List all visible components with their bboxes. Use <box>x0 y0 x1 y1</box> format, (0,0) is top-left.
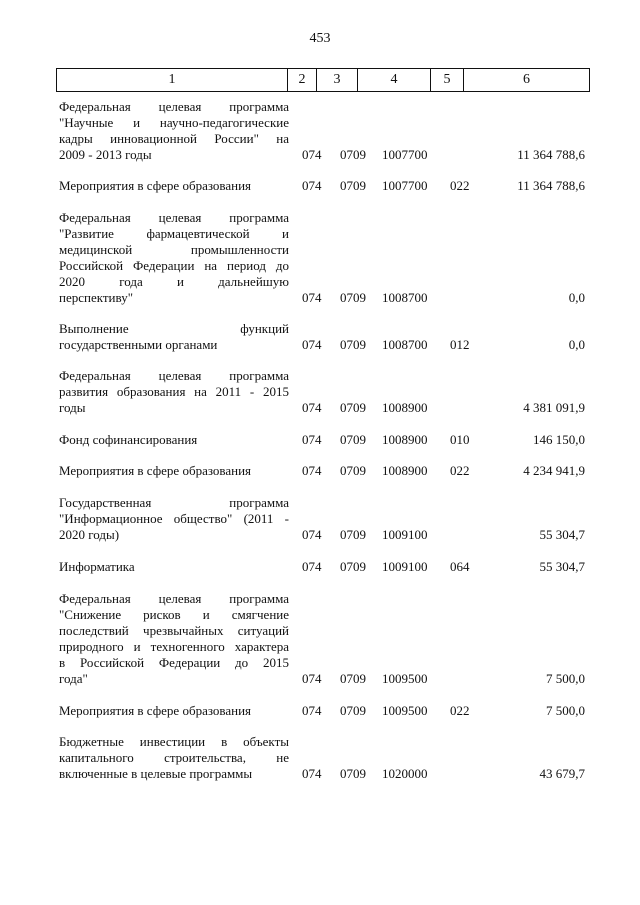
cell-c4: 1008900 <box>382 400 428 415</box>
cell-c6: 0,0 <box>568 290 585 305</box>
description-line: Федеральная целевая программа <box>59 99 289 114</box>
table-row <box>0 463 640 479</box>
cell-c4: 1008900 <box>382 463 428 478</box>
row-description <box>59 368 289 416</box>
table-row <box>0 99 640 163</box>
description-line: медицинской промышленности <box>59 242 289 257</box>
cell-c3: 0709 <box>340 559 366 574</box>
description-line: Федеральная целевая программа <box>59 591 289 606</box>
header-col-1: 1 <box>57 69 288 92</box>
table-row <box>0 559 640 575</box>
description-line: капитального строительства, не <box>59 750 289 765</box>
description-line: 2020 годы) <box>59 527 120 542</box>
description-line: года" <box>59 671 88 686</box>
header-col-2: 2 <box>288 69 317 92</box>
description-line: Мероприятия в сфере образования <box>59 178 252 193</box>
table-header <box>56 68 590 92</box>
row-description <box>59 321 289 353</box>
table-row <box>0 210 640 306</box>
description-line: Мероприятия в сфере образования <box>59 463 252 478</box>
cell-c5: 022 <box>450 463 470 478</box>
cell-c4: 1009500 <box>382 703 428 718</box>
cell-c3: 0709 <box>340 178 366 193</box>
row-description <box>59 210 289 306</box>
cell-c4: 1009500 <box>382 671 428 686</box>
cell-c2: 074 <box>302 337 322 352</box>
table-row <box>0 432 640 448</box>
cell-c4: 1009100 <box>382 559 428 574</box>
description-line: Выполнение функций <box>59 321 289 336</box>
description-line: "Научные и научно-педагогические <box>59 115 289 130</box>
description-line: последствий чрезвычайных ситуаций <box>59 623 289 638</box>
description-line: Российской Федерации на период до <box>59 258 289 273</box>
description-line: включенные в целевые программы <box>59 766 253 781</box>
row-description <box>59 559 289 575</box>
description-line: "Информационное общество" (2011 - <box>59 511 289 526</box>
row-description <box>59 734 289 782</box>
header-col-4: 4 <box>358 69 431 92</box>
cell-c3: 0709 <box>340 766 366 781</box>
description-line: Бюджетные инвестиции в объекты <box>59 734 289 749</box>
cell-c4: 1008700 <box>382 337 428 352</box>
description-line: Фонд софинансирования <box>59 432 198 447</box>
description-line: развития образования на 2011 - 2015 <box>59 384 289 399</box>
cell-c2: 074 <box>302 671 322 686</box>
cell-c2: 074 <box>302 527 322 542</box>
table-row <box>0 495 640 543</box>
page-number: 453 <box>309 31 331 46</box>
description-line: 2020 года и дальнейшую <box>59 274 289 289</box>
cell-c3: 0709 <box>340 337 366 352</box>
description-line: государственными органами <box>59 337 218 352</box>
cell-c2: 074 <box>302 178 322 193</box>
cell-c5: 022 <box>450 178 470 193</box>
table-row <box>0 368 640 416</box>
cell-c2: 074 <box>302 147 322 162</box>
header-col-5: 5 <box>431 69 464 92</box>
description-line: 2009 - 2013 годы <box>59 147 152 162</box>
cell-c4: 1008700 <box>382 290 428 305</box>
cell-c6: 55 304,7 <box>539 527 585 542</box>
cell-c6: 4 381 091,9 <box>523 400 585 415</box>
table-row <box>0 591 640 687</box>
cell-c4: 1020000 <box>382 766 428 781</box>
cell-c6: 11 364 788,6 <box>517 178 585 193</box>
table-row <box>0 178 640 194</box>
description-line: в Российской Федерации до 2015 <box>59 655 289 670</box>
cell-c3: 0709 <box>340 432 366 447</box>
cell-c2: 074 <box>302 463 322 478</box>
description-line: "Развитие фармацевтической и <box>59 226 289 241</box>
cell-c5: 012 <box>450 337 470 352</box>
cell-c3: 0709 <box>340 463 366 478</box>
cell-c2: 074 <box>302 703 322 718</box>
description-line: Федеральная целевая программа <box>59 368 289 383</box>
cell-c5: 064 <box>450 559 470 574</box>
cell-c6: 7 500,0 <box>546 703 585 718</box>
cell-c3: 0709 <box>340 527 366 542</box>
cell-c5: 010 <box>450 432 470 447</box>
cell-c3: 0709 <box>340 400 366 415</box>
description-line: Мероприятия в сфере образования <box>59 703 252 718</box>
cell-c3: 0709 <box>340 147 366 162</box>
cell-c6: 4 234 941,9 <box>523 463 585 478</box>
row-description <box>59 178 289 194</box>
row-description <box>59 495 289 543</box>
cell-c6: 11 364 788,6 <box>517 147 585 162</box>
cell-c4: 1008900 <box>382 432 428 447</box>
cell-c4: 1009100 <box>382 527 428 542</box>
description-line: природного и техногенного характера <box>59 639 289 654</box>
cell-c6: 43 679,7 <box>539 766 585 781</box>
cell-c4: 1007700 <box>382 178 428 193</box>
table-row <box>0 321 640 353</box>
cell-c6: 55 304,7 <box>539 559 585 574</box>
cell-c3: 0709 <box>340 703 366 718</box>
cell-c2: 074 <box>302 432 322 447</box>
description-line: Информатика <box>59 559 135 574</box>
header-col-3: 3 <box>317 69 358 92</box>
description-line: "Снижение рисков и смягчение <box>59 607 289 622</box>
cell-c3: 0709 <box>340 290 366 305</box>
table-row <box>0 703 640 719</box>
cell-c4: 1007700 <box>382 147 428 162</box>
cell-c5: 022 <box>450 703 470 718</box>
row-description <box>59 463 289 479</box>
cell-c2: 074 <box>302 766 322 781</box>
description-line: годы <box>59 400 86 415</box>
cell-c6: 146 150,0 <box>533 432 585 447</box>
row-description <box>59 432 289 448</box>
description-line: Государственная программа <box>59 495 289 510</box>
cell-c3: 0709 <box>340 671 366 686</box>
cell-c6: 7 500,0 <box>546 671 585 686</box>
cell-c2: 074 <box>302 400 322 415</box>
row-description <box>59 591 289 687</box>
table-row <box>0 734 640 782</box>
cell-c2: 074 <box>302 559 322 574</box>
description-line: Федеральная целевая программа <box>59 210 289 225</box>
row-description <box>59 703 289 719</box>
cell-c2: 074 <box>302 290 322 305</box>
header-col-6: 6 <box>464 69 590 92</box>
cell-c6: 0,0 <box>568 337 585 352</box>
description-line: кадры инновационной России" на <box>59 131 289 146</box>
row-description <box>59 99 289 163</box>
description-line: перспективу" <box>59 290 134 305</box>
